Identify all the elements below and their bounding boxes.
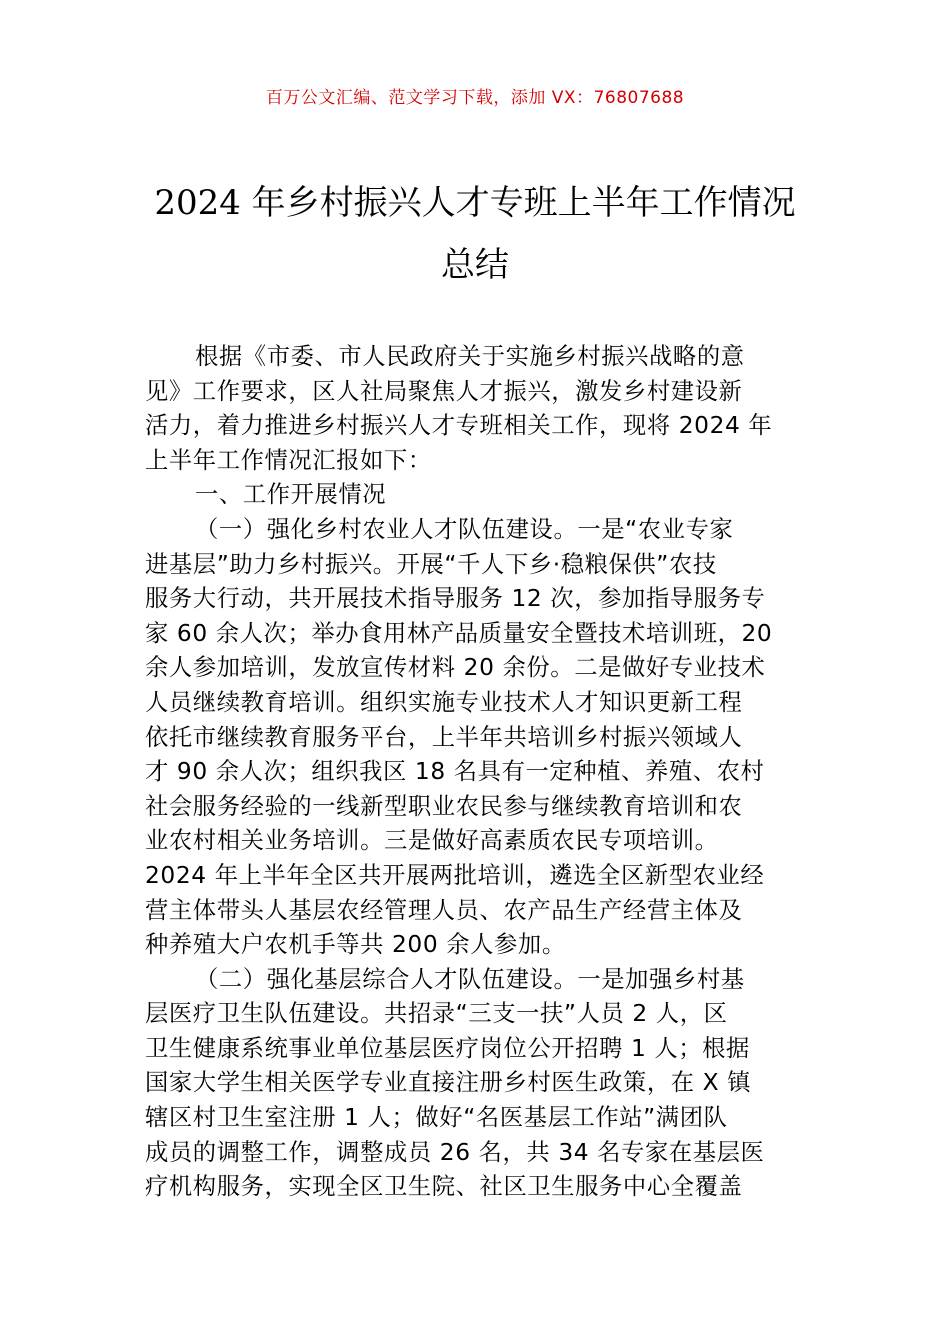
paragraph-line: 种养殖大户农机手等共 200 余人参加。 bbox=[145, 931, 566, 959]
paragraph-line: 卫生健康系统事业单位基层医疗岗位公开招聘 1 人；根据 bbox=[145, 1034, 750, 1062]
paragraph-line: 业农村相关业务培训。三是做好高素质农民专项培训。 bbox=[145, 827, 719, 855]
title-line-1: 2024 年乡村振兴人才专班上半年工作情况 bbox=[154, 183, 796, 223]
subsection-line: （一）强化乡村农业人才队伍建设。一是“农业专家 bbox=[195, 515, 734, 543]
paragraph-line: 根据《市委、市人民政府关于实施乡村振兴战略的意 bbox=[195, 343, 745, 370]
paragraph-line: 余人参加培训，发放宣传材料 20 余份。二是做好专业技术 bbox=[145, 654, 766, 682]
paragraph-line: 成员的调整工作，调整成员 26 名，共 34 名专家在基层医 bbox=[145, 1138, 765, 1166]
paragraph-line: 见》工作要求，区人社局聚焦人才振兴，激发乡村建设新 bbox=[145, 377, 743, 405]
document-body bbox=[145, 340, 810, 1205]
paragraph-line: 层医疗卫生队伍建设。共招录“三支一扶”人员 2 人，区 bbox=[145, 1000, 728, 1028]
paragraph-line: 2024 年上半年全区共开展两批培训，遴选全区新型农业经 bbox=[145, 861, 765, 889]
paragraph-line: 疗机构服务，实现全区卫生院、社区卫生服务中心全覆盖 bbox=[145, 1173, 743, 1201]
paragraph-line: 才 90 余人次；组织我区 18 名具有一定种植、养殖、农村 bbox=[145, 758, 765, 786]
paragraph-line: 国家大学生相关医学专业直接注册乡村医生政策，在 X 镇 bbox=[145, 1069, 752, 1097]
paragraph-line: 上半年工作情况汇报如下： bbox=[145, 446, 432, 474]
paragraph-line: 进基层”助力乡村振兴。开展“千人下乡·稳粮保供”农技 bbox=[145, 550, 717, 578]
promo-banner: 百万公文汇编、范文学习下载，添加 VX：76807688 bbox=[265, 88, 685, 108]
paragraph-line: 辖区村卫生室注册 1 人；做好“名医基层工作站”满团队 bbox=[145, 1104, 728, 1132]
paragraph-line: 营主体带头人基层农经管理人员、农产品生产经营主体及 bbox=[145, 896, 743, 924]
paragraph-line: 依托市继续教育服务平台，上半年共培训乡村振兴领域人 bbox=[145, 723, 743, 751]
paragraph-line: 服务大行动，共开展技术指导服务 12 次，参加指导服务专 bbox=[145, 585, 766, 613]
paragraph-line: 社会服务经验的一线新型职业农民参与继续教育培训和农 bbox=[145, 792, 743, 820]
section-heading: 一、工作开展情况 bbox=[195, 481, 387, 509]
paragraph-line: 家 60 余人次；举办食用林产品质量安全暨技术培训班，20 bbox=[145, 619, 773, 647]
paragraph-line: 活力，着力推进乡村振兴人才专班相关工作，现将 2024 年 bbox=[145, 412, 773, 440]
title-line-2: 总结 bbox=[441, 245, 509, 285]
document-title bbox=[140, 172, 810, 296]
subsection-line: （二）强化基层综合人才队伍建设。一是加强乡村基 bbox=[195, 965, 745, 993]
paragraph-line: 人员继续教育培训。组织实施专业技术人才知识更新工程 bbox=[145, 688, 743, 716]
